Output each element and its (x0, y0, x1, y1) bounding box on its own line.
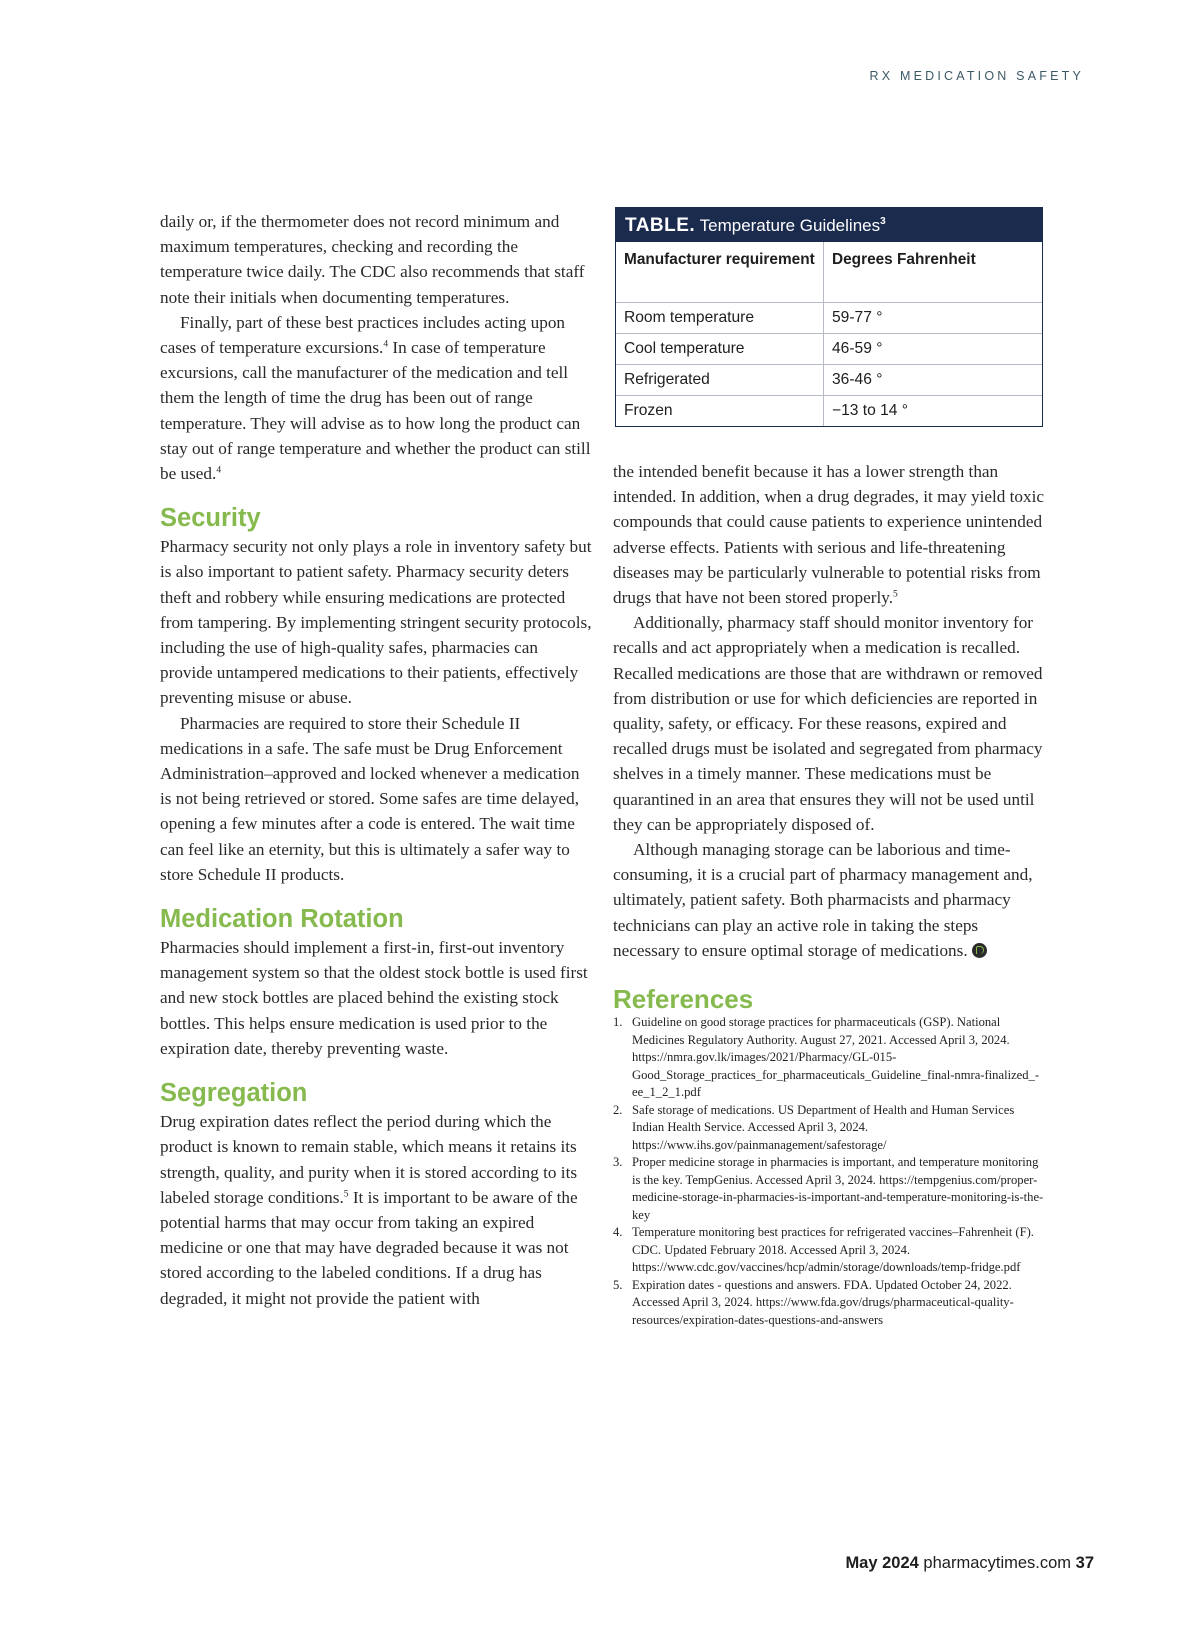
citation-ref: 5 (343, 1188, 349, 1199)
section-heading-security: Security (160, 504, 261, 533)
paragraph: Although managing storage can be laborious and time-consuming, it is a crucial part of pharmacy management and, ultimately, patient safety. Both pharmacists and pharmacy technicians can play an active role in taking the steps necessary to ensure optimal storage of medications. (613, 840, 1033, 960)
left-column (160, 209, 592, 1311)
column-header: Manufacturer requirement (616, 242, 824, 303)
table-row (616, 396, 1042, 427)
site-name: pharmacytimes.com (923, 1554, 1072, 1572)
citation-ref: 4 (216, 465, 222, 476)
right-column (613, 459, 1049, 1329)
table-cell: Room temperature (616, 303, 824, 334)
table-cell: Cool temperature (616, 334, 824, 365)
table-cell: 46-59 ° (824, 334, 1043, 365)
table-row (616, 334, 1042, 365)
page-footer (845, 1554, 1094, 1573)
temperature-guidelines-table (615, 207, 1043, 427)
table-cell: 59-77 ° (824, 303, 1043, 334)
table-row (616, 303, 1042, 334)
paragraph: Additionally, pharmacy staff should monitor inventory for recalls and act appropriately when a medication is recalled. Recalled medications are those that are withdrawn or removed from distribution or use for which deficiencies are reported in quality, safety, or efficacy. For these reasons, expired and recalled drugs must be isolated and segregated from pharmacy shelves in a timely manner. These medications must be quarantined in an area that ensures they will not be used until they can be appropriately disposed of. (613, 613, 1043, 834)
references-section (613, 985, 1049, 1329)
section-header: RX MEDICATION SAFETY (869, 69, 1084, 83)
reference-item: 3. Proper medicine storage in pharmacies is important, and temperature monitoring is the key. TempGenius. Accessed April 3, 2024. https://tempgenius.com/proper-medicine-storage-in-pharmacies-is-important-and-temperature-monitoring-is-the-key (613, 1155, 1044, 1222)
table-row (616, 365, 1042, 396)
paragraph: Drug expiration dates reflect the period during which the product is known to remain stable, which means it retains its strength, quality, and purity when it is stored according to its labeled storage conditions.$^5$ It is important to be aware of the potential harms that may occur from taking an expired medicine or one that may have degraded because it was not stored according to the labeled conditions. If a drug has degraded, it might not provide the patient with (160, 1112, 578, 1308)
paragraph: Finally, part of these best practices includes acting upon cases of temperature excursions.$^4$ In case of temperature excursions, call the manufacturer of the medication and tell them the length of time the drug has been out of range temperature. They will advise as to how long the product can stay out of range temperature and whether the product can still be used.$^4$ (160, 312, 591, 484)
table-cell: −13 to 14 ° (824, 396, 1043, 427)
reference-list (613, 1014, 1049, 1329)
table-cell: 36-46 ° (824, 365, 1043, 396)
section-heading-medication-rotation: Medication Rotation (160, 905, 404, 934)
paragraph: Pharmacies are required to store their Schedule II medications in a safe. The safe must be Drug Enforcement Administration–approved and locked whenever a medication is not being retrieved or stored. Some safes are time delayed, opening a few minutes after a code is entered. The wait time can feel like an eternity, but this is ultimately a safer way to store Schedule II products. (160, 713, 580, 884)
citation-ref: 3 (880, 216, 886, 227)
reference-item: 1. Guideline on good storage practices for pharmaceuticals (GSP). National Medicines Regulatory Authority. August 27, 2021. Accessed April 3, 2024. https://nmra.gov.lk/images/2021/Pharmacy/GL-015-Good_Storage_practices_for_pharmaceuticals_Guideline_final-nmra-finalized_-ee_1_2_1.pdf (613, 1015, 1040, 1100)
table-cell: Refrigerated (616, 365, 824, 396)
paragraph: daily or, if the thermometer does not record minimum and maximum temperatures, checking and recording the temperature twice daily. The CDC also recommends that staff note their initials when documenting temperatures. (160, 212, 585, 307)
pharmacy-times-end-mark-icon (972, 943, 987, 958)
reference-item: 2. Safe storage of medications. US Department of Health and Human Services Indian Health Service. Accessed April 3, 2024. https://www.ihs.gov/painmanagement/safestorage/ (613, 1102, 1015, 1152)
paragraph: Pharmacy security not only plays a role in inventory safety but is also important to patient safety. Pharmacy security deters theft and robbery while ensuring medications are protected from tampering. By implementing stringent security protocols, including the use of high-quality safes, pharmacies can provide untampered medications to their patients, effectively preventing misuse or abuse. (160, 537, 592, 708)
data-table (616, 242, 1042, 426)
table-header-row (616, 242, 1042, 303)
table-title (616, 208, 1042, 242)
citation-ref: 4 (383, 339, 389, 350)
section-heading-segregation: Segregation (160, 1079, 308, 1108)
page-number: 37 (1075, 1554, 1094, 1572)
column-header: Degrees Fahrenheit (832, 251, 976, 268)
paragraph: the intended benefit because it has a lower strength than intended. In addition, when a drug degrades, it may yield toxic compounds that could cause patients to experience unintended adverse effects. Patients with serious and life-threatening diseases may be particularly vulnerable to potential risks from drugs that have not been stored properly.$^5$ (613, 462, 1045, 608)
table-cell: Frozen (616, 396, 824, 427)
table-label: TABLE. (625, 215, 696, 236)
paragraph: Pharmacies should implement a first-in, first-out inventory management system so that the oldest stock bottle is used first and new stock bottles are placed behind the existing stock bottles. This helps ensure medication is used prior to the expiration date, thereby preventing waste. (160, 938, 588, 1058)
reference-item: 4. Temperature monitoring best practices for refrigerated vaccines–Fahrenheit (F). CDC. Updated February 2018. Accessed April 3, 2024. https://www.cdc.gov/vaccines/hcp/admin/storage/downloads/temp-fridge.pdf (613, 1225, 1034, 1275)
citation-ref: 5 (893, 589, 898, 600)
reference-item: 5. Expiration dates - questions and answers. FDA. Updated October 24, 2022. Accessed April 3, 2024. https://www.fda.gov/drugs/pharmaceutical-quality-resources/expiration-dates-questions-and-answers (613, 1277, 1014, 1327)
issue-date: May 2024 (845, 1554, 919, 1572)
table-caption: Temperature Guidelines (695, 216, 881, 235)
section-heading-references: References (613, 984, 754, 1015)
